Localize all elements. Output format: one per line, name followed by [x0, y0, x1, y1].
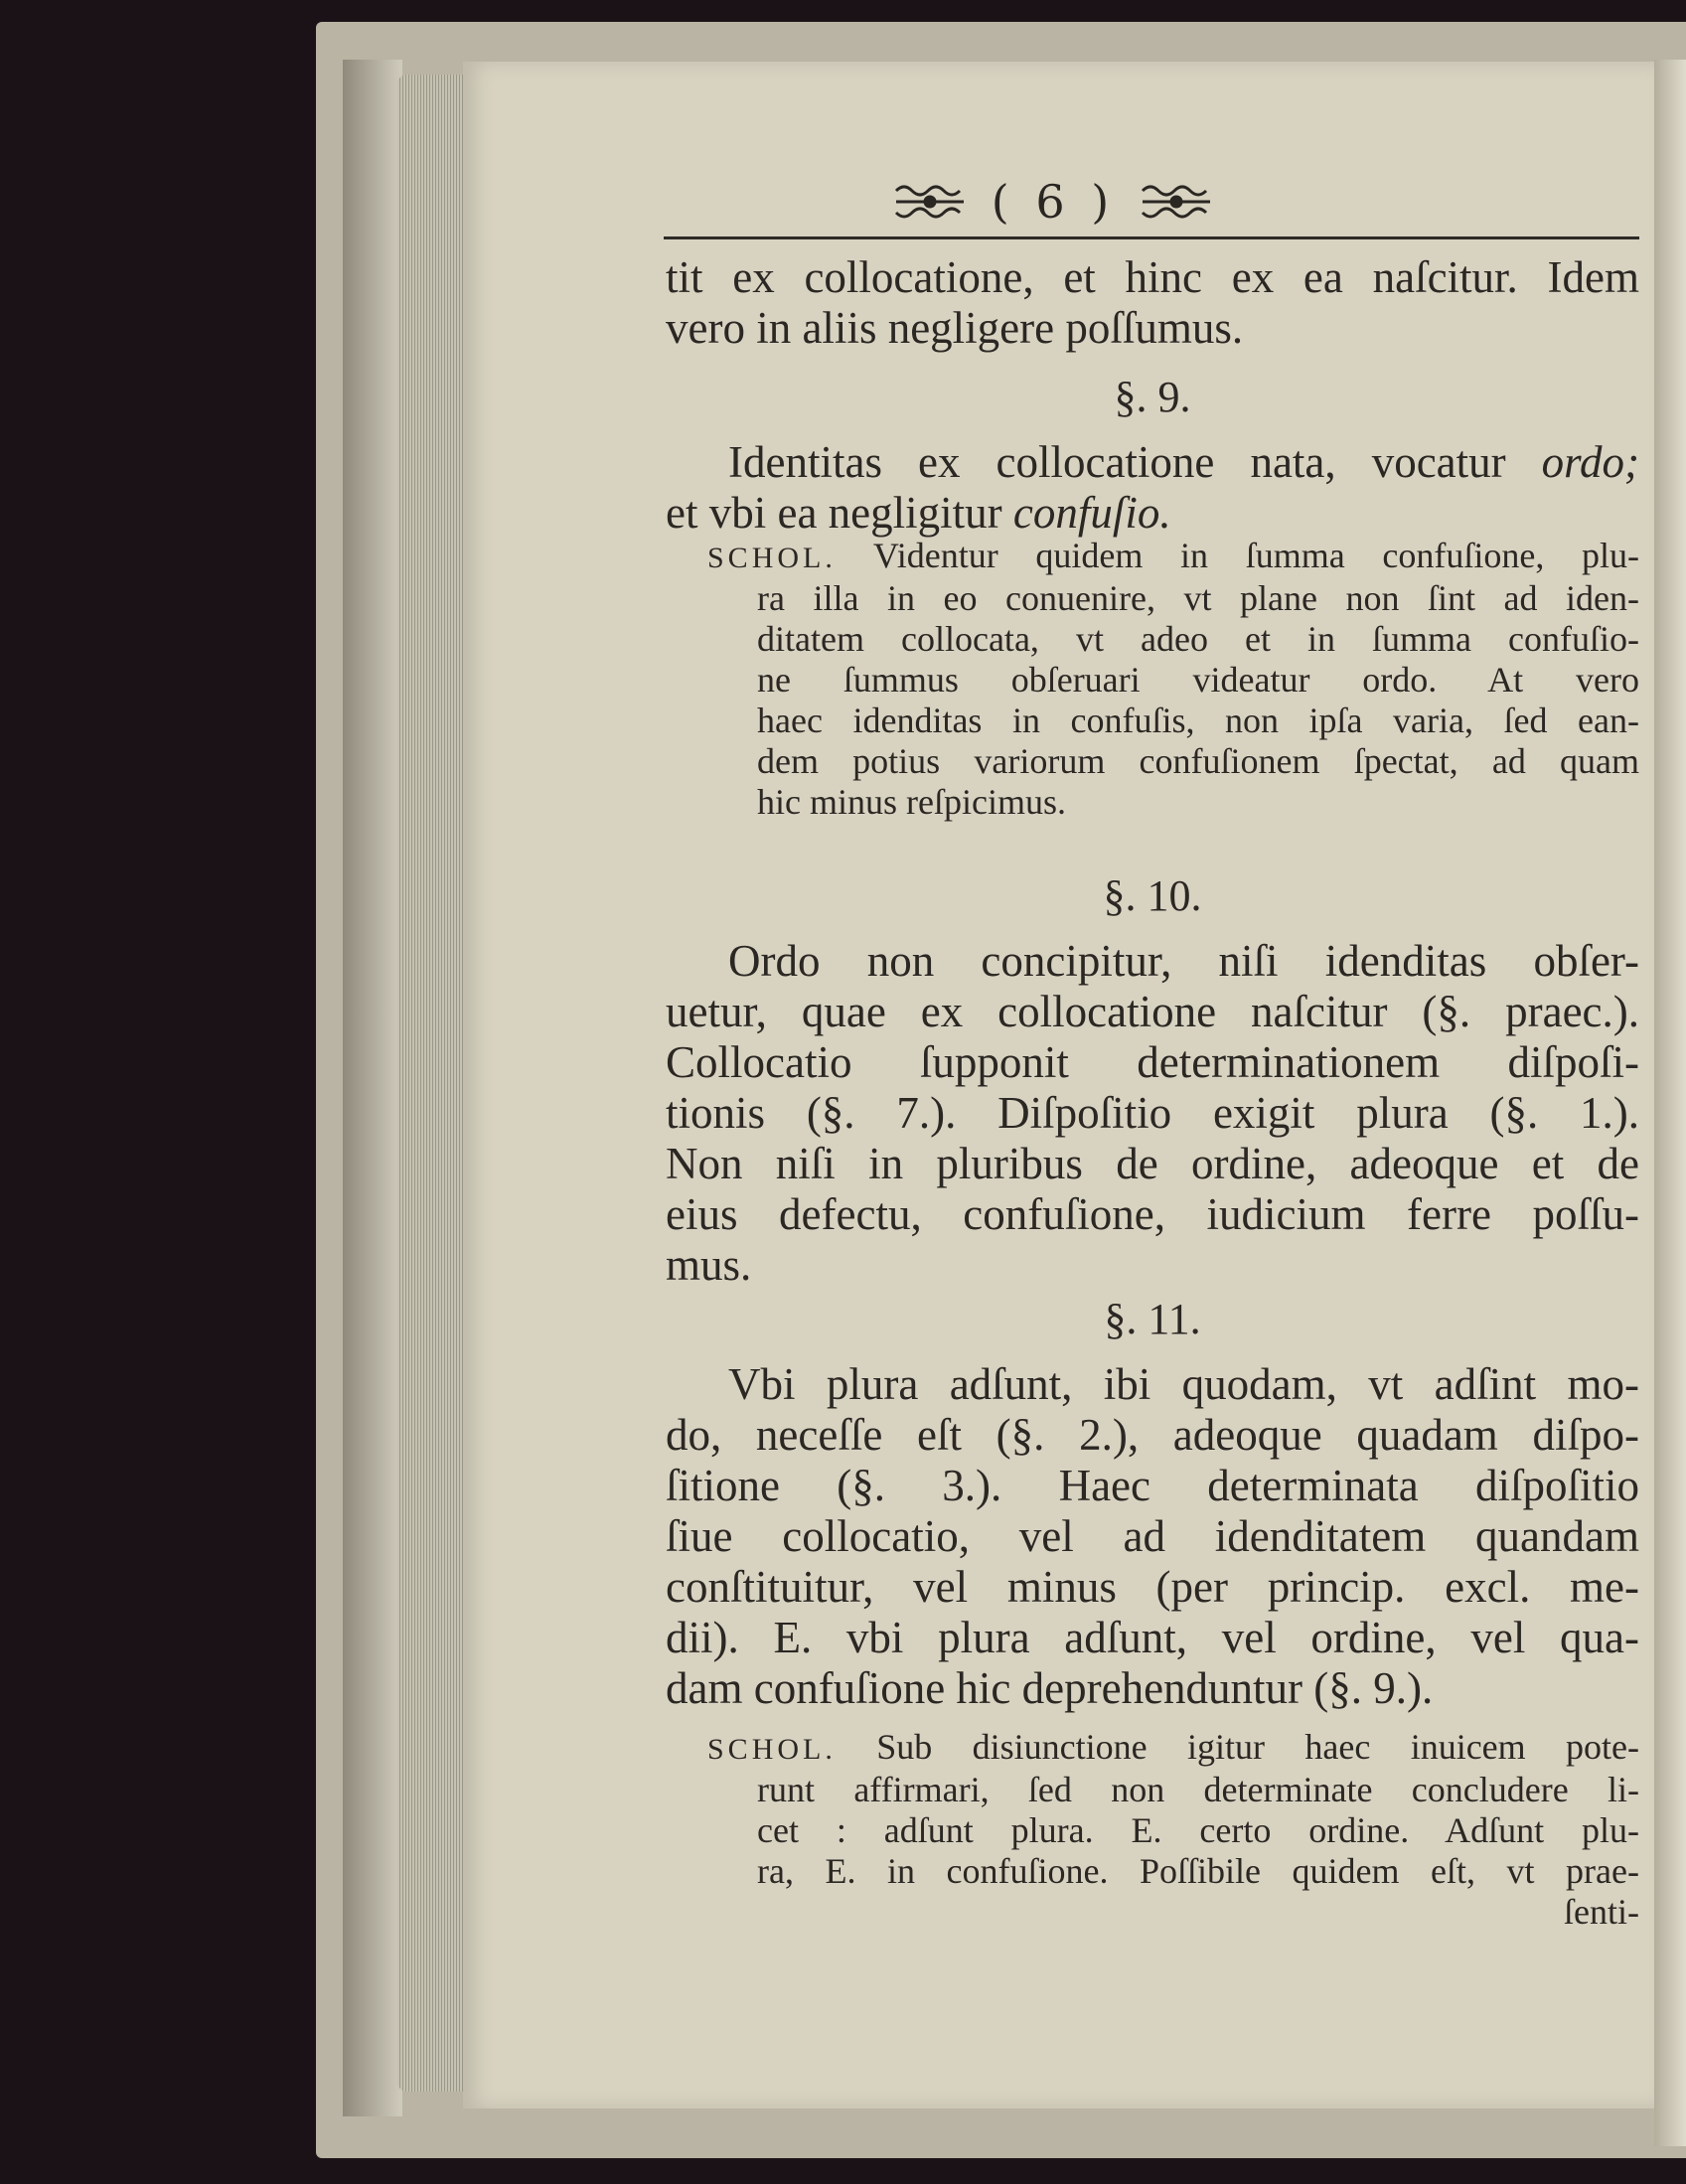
text-line: Vbi plura adſunt, ibi quodam, vt adſint mo- — [728, 1359, 1639, 1409]
section-heading: §. 10. — [1103, 871, 1202, 920]
scholion-label: SCHOL. — [707, 1733, 837, 1766]
scholion-body — [707, 578, 1639, 823]
page-number: ( 6 ) — [991, 175, 1116, 229]
text-span: Sub disiunctione igitur haec inuicem pote- — [876, 1727, 1640, 1767]
scholion-body — [707, 1770, 1639, 1892]
text-line: dii). E. vbi plura adſunt, vel ordine, vel qua- — [666, 1613, 1639, 1662]
section-body — [666, 936, 1639, 1291]
text-line: dem potius variorum confuſionem ſpectat, ad quam — [757, 741, 1639, 781]
left-ornament-icon — [890, 181, 970, 223]
scholion-label: SCHOL. — [707, 542, 837, 574]
section-heading: §. 11. — [1104, 1295, 1201, 1343]
text-line: ra illa in eo conuenire, vt plane non ſint ad iden- — [757, 578, 1639, 618]
book-spine — [343, 60, 402, 2116]
running-head — [656, 167, 1451, 236]
text-line: uetur, quae ex collocatione naſcitur (§. praec.). — [666, 987, 1639, 1036]
text-line: ditatem collocata, vt adeo et in ſumma confuſio- — [757, 619, 1639, 659]
text-line: Non niſi in pluribus de ordine, adeoque et de — [666, 1139, 1639, 1188]
text-line: vero in aliis negligere poſſumus. — [666, 303, 1244, 353]
text-line: ſitione (§. 3.). Haec determinata diſpoſitio — [666, 1461, 1639, 1510]
section-10 — [666, 870, 1639, 1291]
scholion-2 — [707, 1727, 1639, 1933]
scholion-first-line — [707, 1727, 1639, 1770]
section-11 — [666, 1294, 1639, 1714]
catchword: ſenti- — [1564, 1892, 1639, 1932]
text-line: conſtituitur, vel minus (per princip. excl. me- — [666, 1562, 1639, 1612]
right-ornament-icon — [1137, 181, 1216, 223]
text-line: mus. — [666, 1240, 752, 1290]
text-line: ra, E. in confuſione. Poſſibile quidem eſt, vt prae- — [757, 1851, 1639, 1891]
text-span: Videntur quidem in ſumma confuſione, plu- — [872, 536, 1639, 575]
text-span: Identitas ex collocatione nata, vocatur — [728, 437, 1542, 487]
defined-term: ordo; — [1541, 437, 1639, 487]
text-line: do, neceſſe eſt (§. 2.), adeoque quadam diſpo- — [666, 1410, 1639, 1460]
text-line — [666, 437, 1639, 488]
text-line: eius defectu, confuſione, iudicium ferre poſſu- — [666, 1189, 1639, 1239]
scholion-first-line — [707, 536, 1639, 578]
section-body — [666, 1359, 1639, 1714]
header-rule — [664, 236, 1639, 239]
text-line: tit ex collocatione, et hinc ex ea naſcitur. Idem — [666, 252, 1639, 302]
facing-page-edge — [1654, 60, 1686, 2146]
text-line — [666, 488, 1639, 539]
text-span: et vbi ea negligitur — [666, 488, 1013, 538]
section-heading: §. 9. — [1114, 373, 1191, 421]
text-line: tionis (§. 7.). Diſpoſitio exigit plura (§. 1.). — [666, 1088, 1639, 1138]
text-line: Ordo non concipitur, niſi idenditas obſer- — [728, 936, 1639, 986]
defined-term: confuſio. — [1012, 488, 1171, 538]
text-line: hic minus reſpicimus. — [757, 782, 1066, 822]
text-line: Collocatio ſupponit determinationem diſpoſi- — [666, 1037, 1639, 1087]
text-line: haec idenditas in confuſis, non ipſa varia, ſed ean- — [757, 701, 1639, 740]
text-line: cet : adſunt plura. E. certo ordine. Adſunt plu- — [757, 1810, 1639, 1850]
page-edges — [397, 75, 467, 2092]
text-line: ſiue collocatio, vel ad idenditatem quandam — [666, 1511, 1639, 1561]
paragraph-continued — [666, 252, 1639, 354]
text-line: dam confuſione hic deprehenduntur (§. 9.). — [666, 1663, 1434, 1713]
text-line: ne ſummus obſeruari videatur ordo. At vero — [757, 660, 1639, 700]
section-9 — [666, 372, 1639, 539]
scholion-1 — [707, 536, 1639, 823]
text-line: runt affirmari, ſed non determinate concludere li- — [757, 1770, 1639, 1809]
